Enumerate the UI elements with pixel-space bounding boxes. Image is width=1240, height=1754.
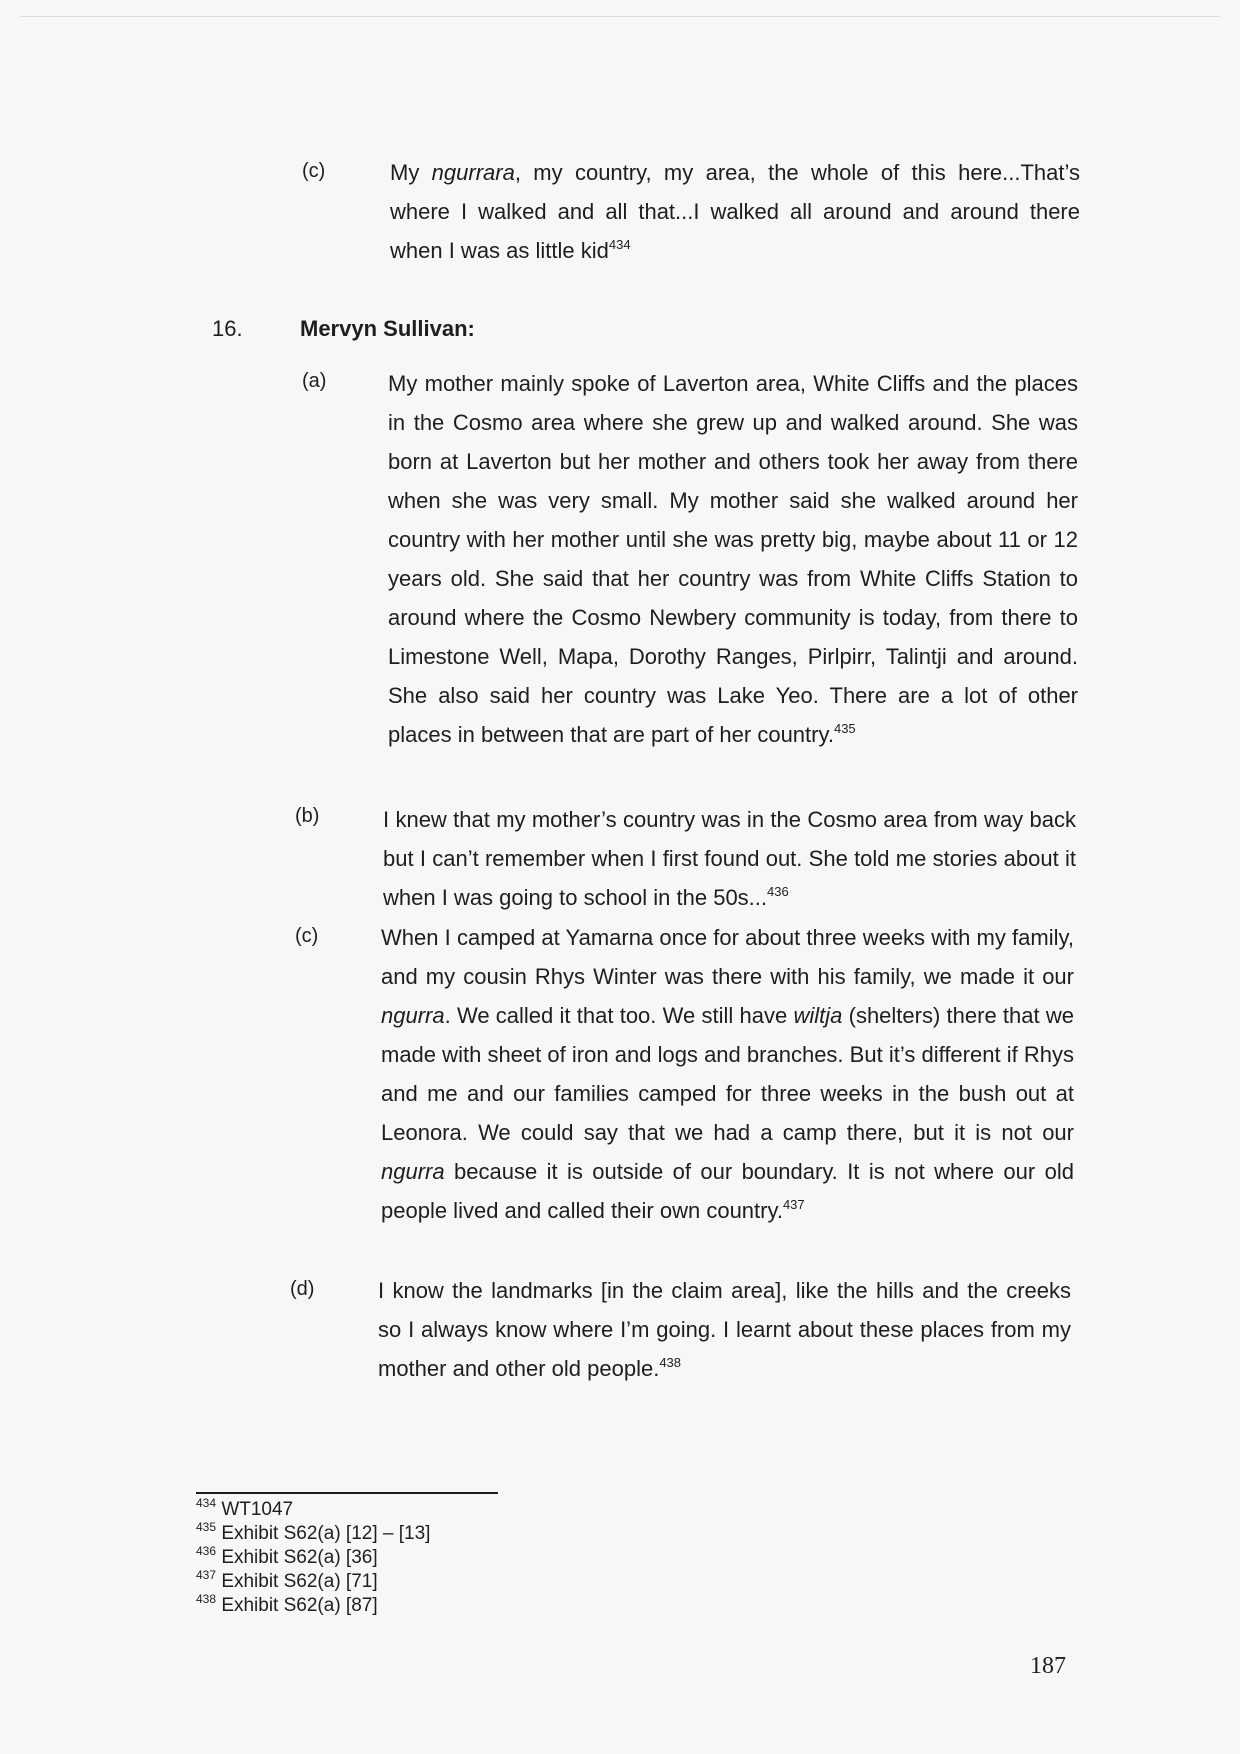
section-heading: Mervyn Sullivan:	[300, 316, 475, 341]
footnote-ref: 434	[608, 237, 631, 252]
footnote-ref: 437	[782, 1197, 805, 1212]
paragraph-item-b: I knew that my mother’s country was in the Cosmo area from way back but I can’t remember when I first found out. She told me stories about it when I was going to school in the 50s...$^{436}$	[383, 807, 1076, 910]
footnote: $^{438}$ Exhibit S62(a) [87]	[196, 1592, 378, 1616]
section-number: 16.	[212, 316, 243, 341]
footnote-separator	[196, 1492, 498, 1494]
footnote: $^{434}$ WT1047	[196, 1496, 294, 1520]
italic-term: ngurra	[381, 1003, 445, 1028]
footnote: $^{435}$ Exhibit S62(a) [12] – [13]	[196, 1520, 431, 1544]
page-number: 187	[1030, 1653, 1066, 1679]
italic-term: ngurrara	[431, 160, 515, 185]
italic-term: ngurra	[381, 1159, 445, 1184]
page-top-border	[20, 16, 1220, 17]
footnote: $^{437}$ Exhibit S62(a) [71]	[196, 1568, 378, 1592]
footnote-ref: 435	[833, 721, 856, 736]
footnote-ref: 436	[767, 884, 789, 899]
item-label: (a)	[302, 370, 327, 392]
item-label: (c)	[295, 925, 319, 947]
item-label: (d)	[290, 1278, 315, 1300]
paragraph-item-a: My mother mainly spoke of Laverton area, White Cliffs and the places in the Cosmo area where she grew up and walked around. She was born at Laverton but her mother and others took her away from there when she was very small. My mother said she walked around her country with her mother until she was pretty big, maybe about 11 or 12 years old. She said that her country was from White Cliffs Station to around where the Cosmo Newbery community is today, from there to Limestone Well, Mapa, Dorothy Ranges, Pirlpirr, Talintji and around. She also said her country was Lake Yeo. There are a lot of other places in between that are part of her country.$^{435}$	[388, 371, 1078, 747]
italic-term: wiltja	[793, 1003, 843, 1028]
footnote: $^{436}$ Exhibit S62(a) [36]	[196, 1544, 378, 1568]
paragraph-item-c: When I camped at Yamarna once for about three weeks with my family, and my cousin Rhys Winter was there with his family, we made it our ngurra. We called it that too. We still have wiltja (shelters) there that we made with sheet of iron and logs and branches. But it’s different if Rhys and me and our families camped for three weeks in the bush out at Leonora. We could say that we had a camp there, but it is not our ngurra because it is outside of our boundary. It is not where our old people lived and called their own country.$^{437}$	[381, 925, 1074, 1223]
footnote-ref: 438	[659, 1355, 682, 1370]
item-label: (c)	[302, 160, 326, 182]
item-label: (b)	[295, 805, 320, 827]
paragraph-item-c-top: My ngurrara, my country, my area, the whole of this here...That’s where I walked and all that...I walked all around and around there when I was as little kid$^{434}$	[390, 160, 1080, 263]
paragraph-item-d: I know the landmarks [in the claim area], like the hills and the creeks so I always know where I’m going. I learnt about these places from my mother and other old people.$^{438}$	[378, 1278, 1071, 1381]
footnotes	[196, 1498, 430, 1618]
